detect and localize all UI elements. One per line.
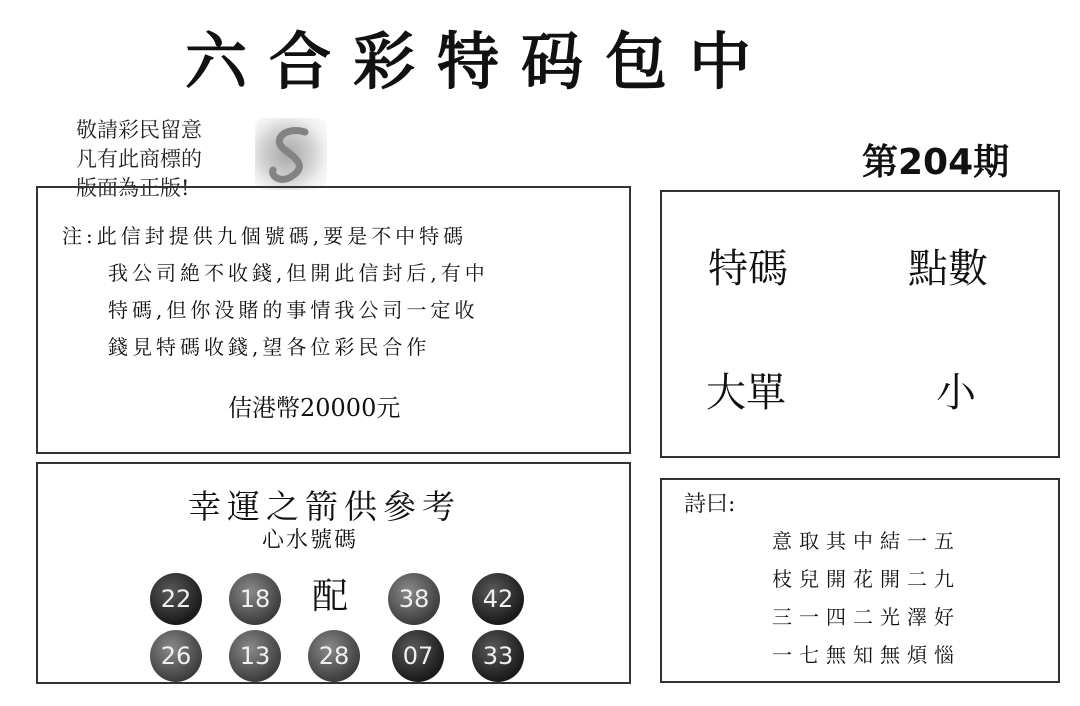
note-line: 錢見特碼收錢,望各位彩民合作 bbox=[108, 335, 431, 359]
price-text: 佶港幣20000元 bbox=[228, 394, 401, 422]
notice-line: 敬請彩民留意 bbox=[76, 118, 202, 142]
note-line: 注:此信封提供九個號碼,要是不中特碼 bbox=[62, 224, 468, 248]
trademark-logo bbox=[255, 118, 327, 190]
note-line: 特碼,但你没賭的事情我公司一定收 bbox=[108, 298, 479, 322]
poem-line: 枝兒開花開二九 bbox=[772, 567, 961, 591]
poem-heading: 詩曰: bbox=[684, 492, 736, 517]
trademark-logo-mark bbox=[255, 118, 327, 190]
poem-line: 意取其中結一五 bbox=[772, 529, 961, 553]
number-ball: 18 bbox=[229, 573, 281, 625]
number-ball: 13 bbox=[229, 630, 281, 682]
poem-line: 一七無知無煩惱 bbox=[772, 643, 961, 667]
number-ball: 42 bbox=[472, 573, 524, 625]
notice-line: 凡有此商標的 bbox=[76, 147, 202, 171]
number-ball: 33 bbox=[472, 630, 524, 682]
number-ball: 28 bbox=[308, 630, 360, 682]
number-ball: 22 bbox=[150, 573, 202, 625]
lucky-title: 幸運之箭供參考 bbox=[188, 487, 461, 526]
poem-text bbox=[772, 522, 1032, 674]
notice-line: 版面為正版! bbox=[76, 176, 190, 200]
dadan-label: 大單 bbox=[706, 370, 786, 416]
page-title: 六合彩特码包中 bbox=[185, 25, 774, 98]
note-line: 我公司絶不收錢,但開此信封后,有中 bbox=[108, 261, 489, 285]
xiao-label: 小 bbox=[936, 370, 976, 416]
tema-label: 特碼 bbox=[708, 246, 788, 292]
number-ball: 38 bbox=[388, 573, 440, 625]
lucky-subtitle: 心水號碼 bbox=[262, 528, 359, 553]
pei-label: 配 bbox=[312, 576, 349, 617]
note-text bbox=[62, 218, 622, 366]
number-ball: 26 bbox=[150, 630, 202, 682]
poem-line: 三一四二光澤好 bbox=[772, 605, 961, 629]
issue-number: 第204期 bbox=[862, 142, 1010, 183]
number-ball: 07 bbox=[392, 630, 444, 682]
dianshu-label: 點數 bbox=[908, 246, 988, 292]
